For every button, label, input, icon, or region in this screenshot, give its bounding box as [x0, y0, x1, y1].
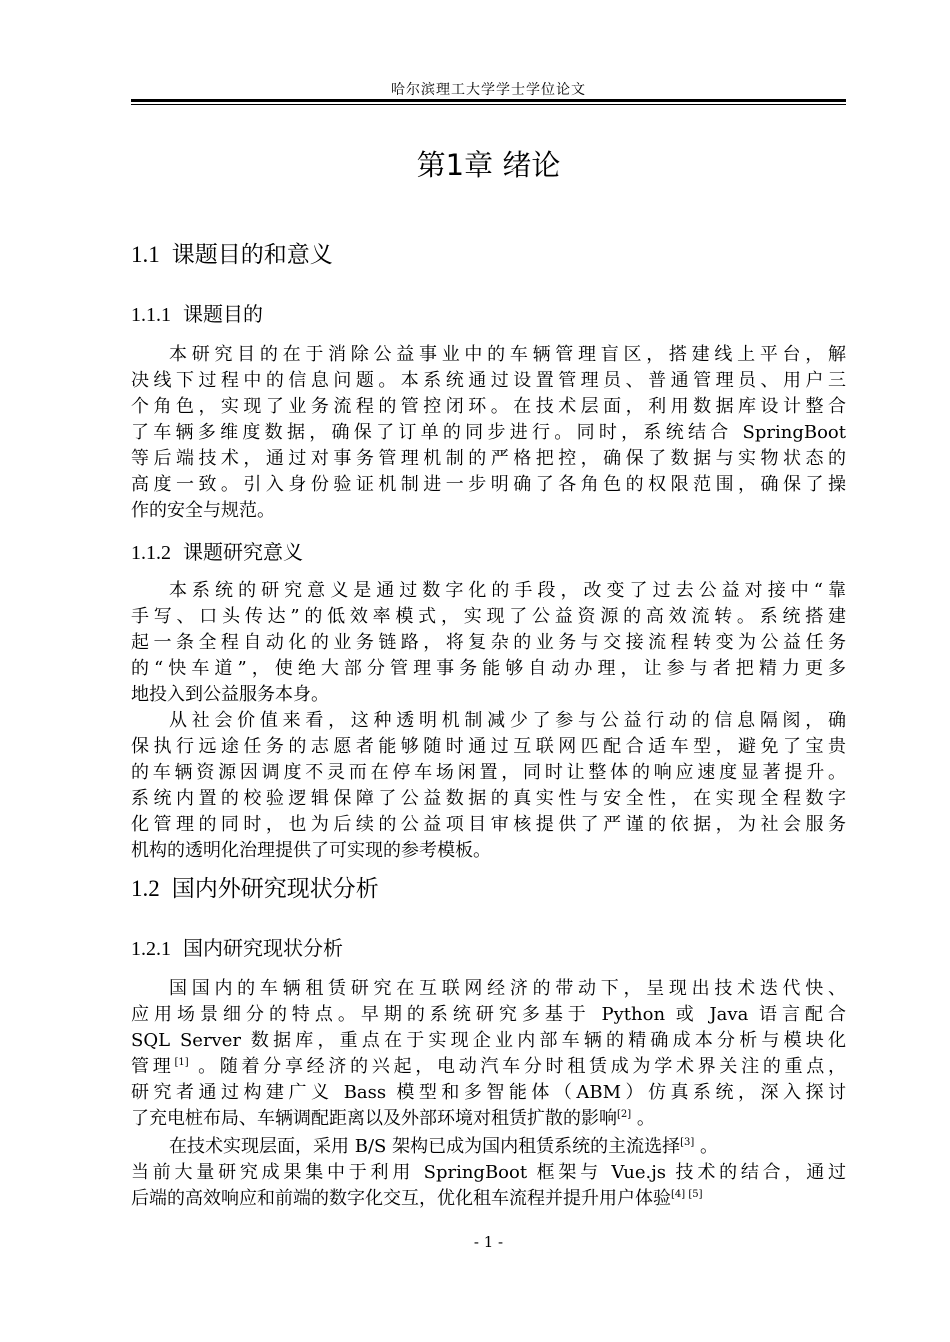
- text-line: 个角色，实现了业务流程的管控闭环。在技术层面，利用数据库设计整合: [131, 396, 846, 417]
- section-title: 国内研究现状分析: [183, 936, 343, 960]
- text-line: 国国内的车辆租赁研究在互联网经济的带动下，呈现出技术迭代快、: [169, 978, 846, 999]
- section-heading-1-1-2: [131, 536, 303, 565]
- chapter-title: 第1章 绪论: [416, 148, 561, 182]
- citation-ref: [4]: [671, 1189, 686, 1200]
- text-line: 等后端技术，通过对事务管理机制的严格把控，确保了数据与实物状态的: [131, 448, 846, 469]
- text-line: 系统内置的校验逻辑保障了公益数据的真实性与安全性，在实现全程数字: [131, 788, 846, 809]
- page-number: - 1 -: [473, 1233, 504, 1251]
- text-line: 本研究目的在于消除公益事业中的车辆管理盲区，搭建线上平台，解: [169, 344, 846, 365]
- text-line: 研究者通过构建广义 Bass 模型和多智能体（ABM）仿真系统，深入探讨: [131, 1082, 847, 1103]
- paragraph-research-purpose: [131, 342, 846, 524]
- text-segment: 管理: [131, 1056, 175, 1077]
- text-segment: 后端的高效响应和前端的数字化交互，优化租车流程并提升用户体验: [131, 1188, 671, 1209]
- citation-ref: [5]: [685, 1189, 703, 1200]
- citation-ref: [1]: [174, 1057, 189, 1068]
- paragraph-research-significance: [131, 578, 846, 708]
- text-line: 机构的透明化治理提供了可实现的参考模板。: [131, 840, 491, 861]
- text-line: [131, 1106, 846, 1132]
- text-line: 应用场景细分的特点。早期的系统研究多基于 Python 或 Java 语言配合: [131, 1004, 846, 1025]
- section-number: 1.2.1: [131, 938, 171, 960]
- section-title: 国内外研究现状分析: [171, 876, 379, 902]
- text-line: 本系统的研究意义是通过数字化的手段，改变了过去公益对接中“靠: [169, 580, 846, 601]
- section-title: 课题研究意义: [183, 540, 303, 564]
- text-line: [131, 1134, 846, 1160]
- section-title: 课题目的和意义: [171, 242, 333, 268]
- section-number: 1.2: [131, 876, 160, 901]
- text-segment: 。随着分享经济的兴起，电动汽车分时租赁成为学术界关注的重点，: [188, 1056, 847, 1077]
- section-number: 1.1.2: [131, 542, 171, 564]
- text-line: 起一条全程自动化的业务链路，将复杂的业务与交接流程转变为公益任务: [131, 632, 846, 653]
- text-segment: 。: [694, 1136, 718, 1157]
- text-line: 了车辆多维度数据，确保了订单的同步进行。同时，系统结合 SpringBoot: [131, 422, 846, 443]
- text-line: 保执行远途任务的志愿者能够随时通过互联网匹配合适车型，避免了宝贵: [131, 736, 846, 757]
- text-line: 的“快车道”，使绝大部分管理事务能够自动办理，让参与者把精力更多: [131, 658, 846, 679]
- section-heading-1-2: [131, 870, 379, 903]
- text-line: 地投入到公益服务本身。: [131, 684, 329, 705]
- running-header: 哈尔滨理工大学学士学位论文: [391, 82, 586, 98]
- section-title: 课题目的: [183, 302, 263, 326]
- text-segment: 。: [631, 1108, 655, 1129]
- section-heading-1-1-1: [131, 298, 263, 327]
- paragraph-technical-implementation: [131, 1134, 846, 1212]
- text-line: 决线下过程中的信息问题。本系统通过设置管理员、普通管理员、用户三: [131, 370, 846, 391]
- text-line: 化管理的同时，也为后续的公益项目审核提供了严谨的依据，为社会服务: [131, 814, 846, 835]
- citation-ref: [2]: [617, 1109, 632, 1120]
- text-segment: 了充电桩布局、车辆调配距离以及外部环境对租赁扩散的影响: [131, 1108, 617, 1129]
- header-rule-thick: [131, 99, 846, 102]
- header-rule-thin: [131, 104, 846, 105]
- text-line: [131, 1186, 846, 1212]
- text-segment: 在技术实现层面，采用 B/S 架构已成为国内租赁系统的主流选择: [169, 1136, 681, 1157]
- section-heading-1-1: [131, 236, 333, 269]
- paragraph-social-value: [131, 708, 846, 864]
- text-line: [131, 1054, 846, 1080]
- text-line: SQL Server 数据库，重点在于实现企业内部车辆的精确成本分析与模块化: [131, 1030, 846, 1051]
- text-line: 高度一致。引入身份验证机制进一步明确了各角色的权限范围，确保了操: [131, 474, 846, 495]
- text-line: 作的安全与规范。: [131, 500, 275, 521]
- paragraph-domestic-research: [131, 976, 846, 1132]
- text-line: 手写、口头传达”的低效率模式，实现了公益资源的高效流转。系统搭建: [131, 606, 846, 627]
- citation-ref: [3]: [680, 1137, 695, 1148]
- text-line: 的车辆资源因调度不灵而在停车场闲置，同时让整体的响应速度显著提升。: [131, 762, 846, 783]
- section-number: 1.1: [131, 242, 160, 267]
- section-number: 1.1.1: [131, 304, 171, 326]
- section-heading-1-2-1: [131, 932, 343, 961]
- text-line: 当前大量研究成果集中于利用 SpringBoot 框架与 Vue.js 技术的结合，通过: [131, 1162, 846, 1183]
- text-line: 从社会价值来看，这种透明机制减少了参与公益行动的信息隔阂，确: [169, 710, 846, 731]
